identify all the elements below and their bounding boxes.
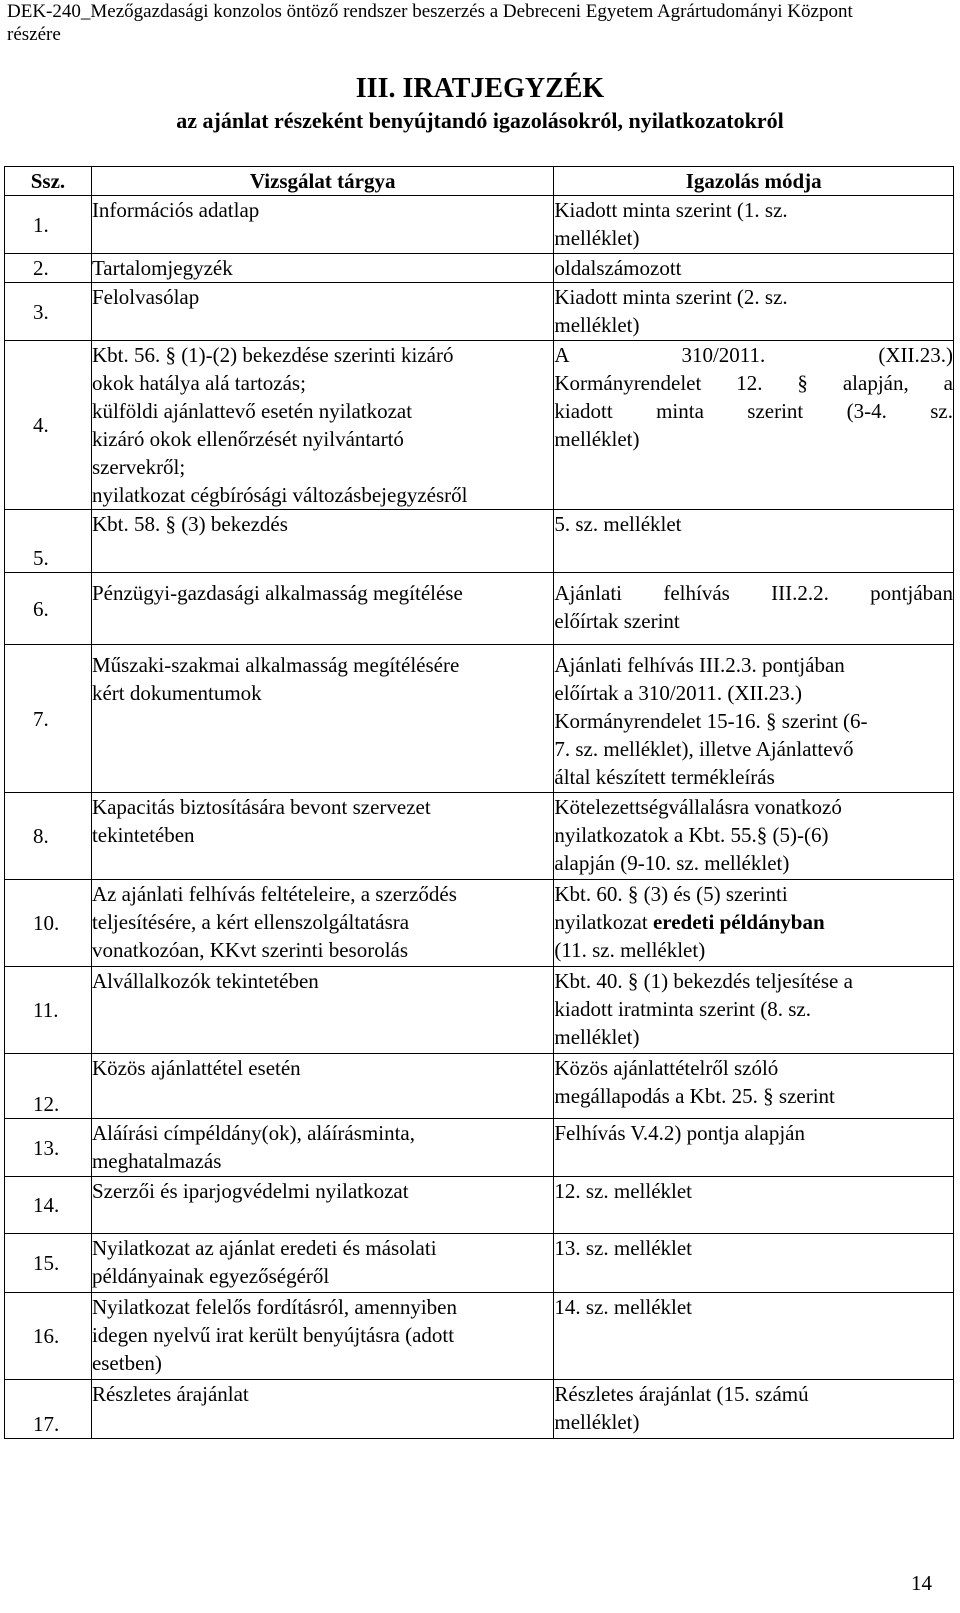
subject-text: meghatalmazás (91, 1149, 222, 1173)
row-number-cell (5, 967, 92, 1054)
evidence-text: melléklet) (554, 1410, 640, 1434)
subject-cell (91, 341, 553, 510)
subject-text: esetben) (91, 1351, 162, 1375)
subject-cell (91, 880, 553, 967)
row-number-cell (5, 1293, 92, 1380)
evidence-cell (554, 645, 954, 793)
evidence-text: Felhívás V.4.2) pontja alapján (554, 1121, 805, 1145)
row-number-cell (5, 1380, 92, 1439)
document-register-table (4, 166, 954, 1439)
subject-text: okok hatálya alá tartozás; (91, 371, 306, 395)
evidence-text: 12. sz. melléklet (554, 1179, 693, 1203)
subject-text: példányainak egyezőségéről (91, 1264, 330, 1288)
row-number-cell (5, 1054, 92, 1119)
subject-cell (91, 283, 553, 341)
evidence-text: Kötelezettségvállalásra vonatkozó (554, 795, 842, 819)
row-number: 13. (33, 1135, 60, 1160)
row-number: 8. (33, 824, 49, 848)
evidence-text: melléklet) (554, 313, 640, 337)
subject-text: Közös ajánlattétel esetén (91, 1056, 301, 1080)
document-title: III. IRATJEGYZÉK (355, 73, 605, 104)
subject-text: vonatkozóan, KKvt szerinti besorolás (91, 938, 409, 962)
table-row (5, 880, 954, 967)
subject-text: Pénzügyi-gazdasági alkalmasság megítélése (91, 581, 463, 605)
evidence-cell (554, 1054, 954, 1119)
table-row (5, 341, 954, 510)
evidence-text: A 310/2011. (XII.23.) (554, 343, 953, 367)
subject-text: Kapacitás biztosítására bevont szervezet (91, 795, 431, 819)
row-number: 14. (33, 1193, 60, 1217)
evidence-cell (554, 573, 954, 645)
evidence-text: oldalszámozott (554, 256, 682, 280)
subject-text: Tartalomjegyzék (91, 256, 233, 280)
row-number: 7. (33, 706, 49, 731)
subject-text: tekintetében (91, 823, 195, 847)
row-number-cell (5, 793, 92, 880)
row-number: 6. (33, 596, 49, 621)
table-row (5, 573, 954, 645)
row-number: 15. (33, 1251, 60, 1275)
row-number: 16. (33, 1324, 60, 1348)
evidence-cell (554, 1234, 954, 1293)
row-number: 17. (33, 1412, 60, 1436)
column-header-evidence: Igazolás módja (554, 167, 954, 196)
subject-text: Felolvasólap (91, 285, 200, 309)
subject-text: Kbt. 58. § (3) bekezdés (91, 512, 288, 536)
table-row (5, 793, 954, 880)
column-header-ssz: Ssz. (5, 167, 92, 196)
evidence-text: 5. sz. melléklet (554, 512, 682, 536)
evidence-text: Kiadott minta szerint (1. sz. (554, 198, 788, 222)
row-number: 5. (33, 546, 49, 570)
evidence-text: melléklet) (554, 1025, 640, 1049)
column-header-subject: Vizsgálat tárgya (91, 167, 553, 196)
evidence-cell (554, 967, 954, 1054)
evidence-text: Kbt. 40. § (1) bekezdés teljesítése a (554, 969, 853, 993)
row-number-cell (5, 1119, 92, 1177)
evidence-text: kiadott iratminta szerint (8. sz. (554, 997, 811, 1021)
page-number: 14 (911, 1571, 932, 1595)
table-row (5, 1380, 954, 1439)
table-row (5, 1054, 954, 1119)
subject-text: teljesítésére, a kért ellenszolgáltatásra (91, 910, 410, 934)
subject-text: nyilatkozat cégbírósági változásbejegyzésről (91, 483, 468, 507)
subject-text: kért dokumentumok (91, 681, 262, 705)
row-number-cell (5, 880, 92, 967)
subject-cell (91, 196, 553, 254)
evidence-text: alapján (9-10. sz. melléklet) (554, 851, 790, 875)
subject-text: Részletes árajánlat (91, 1382, 249, 1406)
subject-text: kizáró okok ellenőrzését nyilvántartó (91, 427, 404, 451)
subject-text: szervekről; (91, 455, 186, 479)
subject-cell (91, 1380, 553, 1439)
subject-cell (91, 1234, 553, 1293)
row-number-cell (5, 645, 92, 793)
evidence-cell (554, 1380, 954, 1439)
row-number: 12. (33, 1092, 60, 1116)
evidence-text: Közös ajánlattételről szóló (554, 1056, 779, 1080)
header-line-2: részére (7, 24, 61, 45)
evidence-text: Ajánlati felhívás III.2.2. pontjában (554, 581, 953, 605)
subject-text: Az ajánlati felhívás feltételeire, a szerződés (91, 882, 457, 906)
subject-cell (91, 254, 553, 283)
subject-cell (91, 510, 553, 573)
evidence-text: előírtak szerint (554, 609, 680, 633)
subject-text: Nyilatkozat az ajánlat eredeti és másolati (91, 1236, 437, 1260)
subject-cell (91, 1177, 553, 1234)
evidence-cell (554, 1293, 954, 1380)
evidence-emphasis: eredeti példányban (652, 910, 825, 934)
evidence-text: előírtak a 310/2011. (XII.23.) (554, 681, 803, 705)
row-number-cell (5, 1177, 92, 1234)
evidence-text: Kbt. 60. § (3) és (5) szerinti (554, 882, 788, 906)
table-row (5, 254, 954, 283)
evidence-text: nyilatkozatok a Kbt. 55.§ (5)-(6) (554, 823, 829, 847)
subject-cell (91, 793, 553, 880)
table-row (5, 1234, 954, 1293)
evidence-cell (554, 793, 954, 880)
subject-text: Nyilatkozat felelős fordításról, amennyiben (91, 1295, 457, 1319)
subject-cell (91, 967, 553, 1054)
table-row (5, 510, 954, 573)
evidence-text: (11. sz. melléklet) (554, 938, 706, 962)
evidence-cell (554, 510, 954, 573)
row-number-cell (5, 1234, 92, 1293)
table-row (5, 1293, 954, 1380)
evidence-cell (554, 880, 954, 967)
row-number: 11. (33, 998, 59, 1022)
evidence-text: 7. sz. melléklet), illetve Ajánlattevő (554, 737, 854, 761)
subject-cell (91, 1293, 553, 1380)
row-number-cell (5, 573, 92, 645)
evidence-text: Ajánlati felhívás III.2.3. pontjában (554, 653, 845, 677)
subject-cell (91, 1054, 553, 1119)
table-row (5, 283, 954, 341)
subject-text: Műszaki-szakmai alkalmasság megítélésére (91, 653, 460, 677)
evidence-text: Kormányrendelet 12. § alapján, a (554, 371, 953, 395)
row-number-cell (5, 254, 92, 283)
evidence-text: melléklet) (554, 226, 640, 250)
evidence-text: Kormányrendelet 15-16. § szerint (6- (554, 709, 868, 733)
table-row (5, 1177, 954, 1234)
subject-text: Szerzői és iparjogvédelmi nyilatkozat (91, 1179, 409, 1203)
subject-cell (91, 573, 553, 645)
evidence-text: kiadott minta szerint (3-4. sz. (554, 399, 953, 423)
subject-text: Aláírási címpéldány(ok), aláírásminta, (91, 1121, 415, 1145)
row-number-cell (5, 510, 92, 573)
table-row (5, 1119, 954, 1177)
subject-text: Alvállalkozók tekintetében (91, 969, 319, 993)
document-subtitle: az ajánlat részeként benyújtandó igazolásokról, nyilatkozatokról (176, 108, 784, 133)
evidence-text: Kiadott minta szerint (2. sz. (554, 285, 788, 309)
subject-text: Információs adatlap (91, 198, 260, 222)
evidence-text: melléklet) (554, 427, 640, 451)
evidence-text: Részletes árajánlat (15. számú (554, 1382, 809, 1406)
table-header-row (5, 167, 954, 196)
evidence-cell (554, 341, 954, 510)
evidence-cell (554, 1119, 954, 1177)
subject-text: idegen nyelvű irat került benyújtásra (adott (91, 1323, 455, 1347)
table-row (5, 196, 954, 254)
evidence-cell (554, 254, 954, 283)
subject-cell (91, 645, 553, 793)
document-header (7, 0, 947, 46)
table-row (5, 967, 954, 1054)
row-number-cell (5, 341, 92, 510)
evidence-text: nyilatkozat (554, 910, 653, 934)
row-number: 10. (33, 911, 60, 935)
row-number-cell (5, 196, 92, 254)
evidence-cell (554, 1177, 954, 1234)
evidence-cell (554, 283, 954, 341)
table-row (5, 645, 954, 793)
row-number-cell (5, 283, 92, 341)
evidence-text: megállapodás a Kbt. 25. § szerint (554, 1084, 835, 1108)
subject-text: Kbt. 56. § (1)-(2) bekezdése szerinti kizáró (91, 343, 454, 367)
row-number: 2. (33, 256, 49, 280)
subject-text: külföldi ajánlattevő esetén nyilatkozat (91, 399, 413, 423)
evidence-text: 13. sz. melléklet (554, 1236, 693, 1260)
evidence-cell (554, 196, 954, 254)
subject-cell (91, 1119, 553, 1177)
row-number: 1. (33, 212, 49, 237)
header-line-1: DEK-240_Mezőgazdasági konzolos öntöző rendszer beszerzés a Debreceni Egyetem Agrártudományi Központ (7, 1, 853, 22)
row-number: 4. (33, 413, 49, 437)
evidence-text: által készített termékleírás (554, 765, 775, 789)
row-number: 3. (33, 299, 49, 324)
evidence-text: 14. sz. melléklet (554, 1295, 693, 1319)
